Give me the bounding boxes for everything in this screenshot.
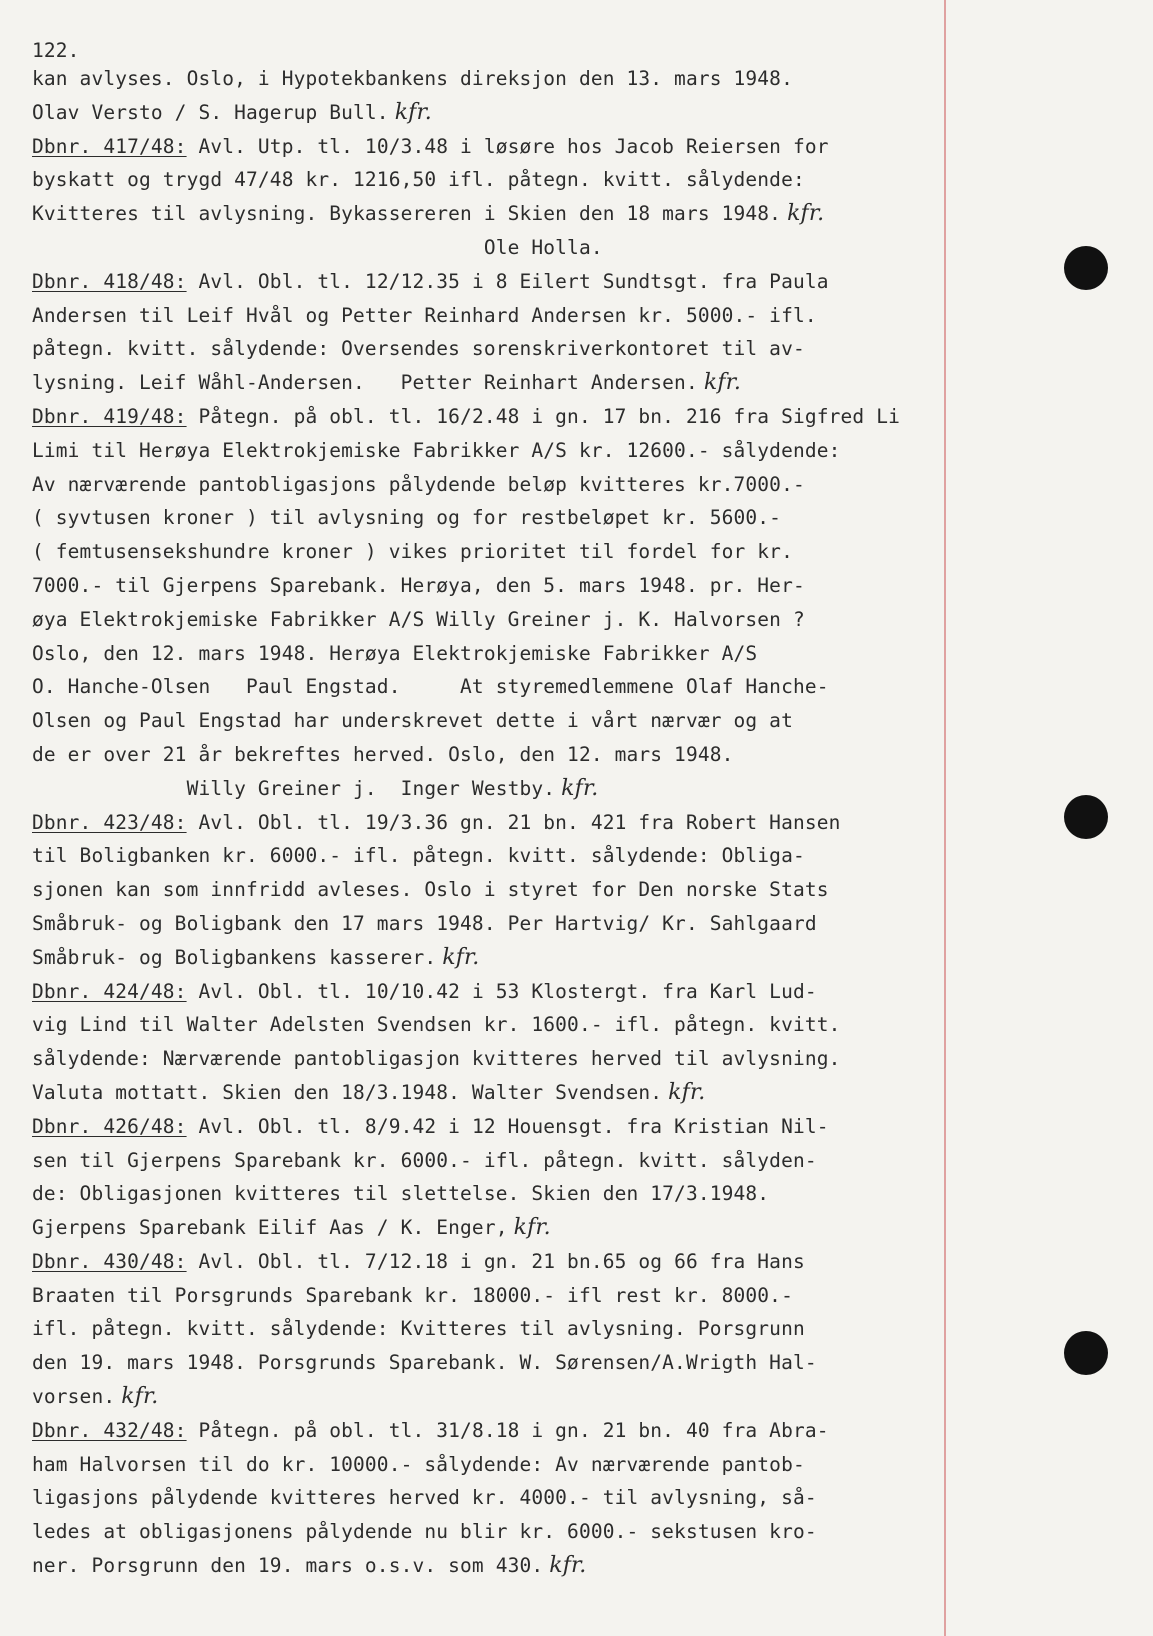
- text-line: [32, 96, 1022, 130]
- line-text: sen til Gjerpens Sparebank kr. 6000.- ifl. påtegn. kvitt. sålyden-: [32, 1148, 817, 1172]
- line-text: de: Obligasjonen kvitteres til slettelse. Skien den 17/3.1948.: [32, 1182, 770, 1206]
- text-line: [32, 1414, 1022, 1448]
- text-line: [32, 1380, 1022, 1414]
- line-text: ligasjons pålydende kvitteres herved kr. 4000.- til avlysning, så-: [32, 1486, 817, 1510]
- line-text: Av nærværende pantobligasjons pålydende beløp kvitteres kr.7000.-: [32, 472, 805, 496]
- entry-number: Dbnr. 424/48:: [32, 979, 187, 1003]
- entry-number: Dbnr. 417/48:: [32, 134, 187, 158]
- text-line: [32, 231, 1022, 265]
- line-text: Oslo, den 12. mars 1948. Herøya Elektrokjemiske Fabrikker A/S: [32, 641, 758, 665]
- text-line: [32, 434, 1022, 468]
- line-text: Avl. Obl. tl. 7/12.18 i gn. 21 bn.65 og 66 fra Hans: [186, 1249, 805, 1273]
- text-line: [32, 1042, 1022, 1076]
- punch-hole: [1064, 1331, 1108, 1375]
- line-text: byskatt og trygd 47/48 kr. 1216,50 ifl. påtegn. kvitt. sålydende:: [32, 168, 805, 192]
- line-text: ( femtusensekshundre kroner ) vikes prioritet til fordel for kr.: [32, 540, 793, 564]
- handwritten-initials: kfr.: [394, 99, 432, 125]
- text-line: [32, 265, 1022, 299]
- line-text: 7000.- til Gjerpens Sparebank. Herøya, den 5. mars 1948. pr. Her-: [32, 573, 805, 597]
- text-line: [32, 535, 1022, 569]
- text-line: [32, 1245, 1022, 1279]
- text-line: [32, 1008, 1022, 1042]
- text-line: [32, 975, 1022, 1009]
- line-text: vorsen.: [32, 1385, 116, 1409]
- line-text: Påtegn. på obl. tl. 31/8.18 i gn. 21 bn. 40 fra Abra-: [186, 1418, 829, 1442]
- line-text: Småbruk- og Boligbank den 17 mars 1948. Per Hartvig/ Kr. Sahlgaard: [32, 911, 817, 935]
- text-line: [32, 130, 1022, 164]
- text-line: [32, 1211, 1022, 1245]
- entry-lines: [32, 62, 1022, 1583]
- text-line: [32, 1312, 1022, 1346]
- text-line: [32, 1076, 1022, 1110]
- text-line: [32, 603, 1022, 637]
- text-line: [32, 907, 1022, 941]
- text-line: [32, 468, 1022, 502]
- line-text: ham Halvorsen til do kr. 10000.- sålydende: Av nærværende pantob-: [32, 1452, 805, 1476]
- line-text: Avl. Obl. tl. 12/12.35 i 8 Eilert Sundtsgt. fra Paula: [186, 269, 829, 293]
- line-text: Gjerpens Sparebank Eilif Aas / K. Enger,: [32, 1216, 508, 1240]
- text-line: [32, 197, 1022, 231]
- document-text: [32, 40, 1022, 1583]
- text-line: [32, 62, 1022, 96]
- handwritten-initials: kfr.: [442, 944, 480, 970]
- text-line: [32, 1110, 1022, 1144]
- text-line: [32, 637, 1022, 671]
- page-number: 122.: [32, 39, 80, 62]
- text-line: [32, 332, 1022, 366]
- text-line: [32, 1279, 1022, 1313]
- line-text: sålydende: Nærværende pantobligasjon kvitteres herved til avlysning.: [32, 1047, 841, 1071]
- line-text: Limi til Herøya Elektrokjemiske Fabrikker A/S kr. 12600.- sålydende:: [32, 438, 841, 462]
- entry-number: Dbnr. 426/48:: [32, 1114, 187, 1138]
- entry-number: Dbnr. 432/48:: [32, 1418, 187, 1442]
- line-text: lysning. Leif Wåhl-Andersen. Petter Reinhart Andersen.: [32, 371, 698, 395]
- handwritten-initials: kfr.: [121, 1384, 159, 1410]
- line-text: ner. Porsgrunn den 19. mars o.s.v. som 430.: [32, 1554, 544, 1578]
- entry-number: Dbnr. 418/48:: [32, 269, 187, 293]
- line-text: den 19. mars 1948. Porsgrunds Sparebank. W. Sørensen/A.Wrigth Hal-: [32, 1351, 817, 1375]
- handwritten-initials: kfr.: [549, 1553, 587, 1579]
- line-text: Braaten til Porsgrunds Sparebank kr. 18000.- ifl rest kr. 8000.-: [32, 1283, 793, 1307]
- line-text: ifl. påtegn. kvitt. sålydende: Kvitteres til avlysning. Porsgrunn: [32, 1317, 805, 1341]
- text-line: [32, 569, 1022, 603]
- line-text: sjonen kan som innfridd avleses. Oslo i styret for Den norske Stats: [32, 878, 829, 902]
- text-line: [32, 1481, 1022, 1515]
- text-line: [32, 299, 1022, 333]
- text-line: [32, 772, 1022, 806]
- line-text: til Boligbanken kr. 6000.- ifl. påtegn. kvitt. sålydende: Obliga-: [32, 844, 805, 868]
- text-line: [32, 1448, 1022, 1482]
- handwritten-initials: kfr.: [561, 775, 599, 801]
- line-text: kan avlyses. Oslo, i Hypotekbankens direksjon den 13. mars 1948.: [32, 67, 793, 90]
- handwritten-initials: kfr.: [787, 201, 825, 227]
- entry-number: Dbnr. 423/48:: [32, 810, 187, 834]
- line-text: ( syvtusen kroner ) til avlysning og for restbeløpet kr. 5600.-: [32, 506, 782, 530]
- line-text: Willy Greiner j. Inger Westby.: [32, 776, 556, 800]
- punch-hole: [1064, 246, 1108, 290]
- text-line: [32, 1549, 1022, 1583]
- text-line: [32, 670, 1022, 704]
- handwritten-initials: kfr.: [703, 370, 742, 396]
- text-line: [32, 873, 1022, 907]
- line-text: Olav Versto / S. Hagerup Bull.: [32, 100, 389, 124]
- line-text: Småbruk- og Boligbankens kasserer.: [32, 945, 437, 969]
- line-text: Avl. Obl. tl. 8/9.42 i 12 Houensgt. fra Kristian Nil-: [186, 1114, 829, 1138]
- line-text: påtegn. kvitt. sålydende: Oversendes sorenskriverkontoret til av-: [32, 337, 805, 361]
- line-text: Ole Holla.: [32, 235, 603, 259]
- text-line: [32, 1144, 1022, 1178]
- line-text: Valuta mottatt. Skien den 18/3.1948. Walter Svendsen.: [32, 1080, 663, 1104]
- punch-hole: [1064, 795, 1108, 839]
- text-line: [32, 400, 1022, 434]
- line-text: Avl. Utp. tl. 10/3.48 i løsøre hos Jacob Reiersen for: [186, 134, 829, 158]
- text-line: [32, 501, 1022, 535]
- line-text: Andersen til Leif Hvål og Petter Reinhard Andersen kr. 5000.- ifl.: [32, 303, 817, 327]
- text-line: [32, 1515, 1022, 1549]
- handwritten-initials: kfr.: [668, 1079, 706, 1105]
- line-text: O. Hanche-Olsen Paul Engstad. At styremedlemmene Olaf Hanche-: [32, 675, 829, 699]
- entry-number: Dbnr. 430/48:: [32, 1249, 187, 1273]
- entry-number: Dbnr. 419/48:: [32, 404, 187, 428]
- text-line: [32, 806, 1022, 840]
- text-line: [32, 1346, 1022, 1380]
- text-line: [32, 1177, 1022, 1211]
- line-text: Påtegn. på obl. tl. 16/2.48 i gn. 17 bn. 216 fra Sigfred Li: [186, 404, 900, 428]
- text-line: [32, 163, 1022, 197]
- line-text: Avl. Obl. tl. 10/10.42 i 53 Klostergt. fra Karl Lud-: [186, 979, 817, 1003]
- text-line: [32, 366, 1022, 400]
- line-text: øya Elektrokjemiske Fabrikker A/S Willy Greiner j. K. Halvorsen ?: [32, 607, 805, 631]
- text-line: [32, 738, 1022, 772]
- line-text: de er over 21 år bekreftes herved. Oslo, den 12. mars 1948.: [32, 742, 734, 766]
- line-text: Avl. Obl. tl. 19/3.36 gn. 21 bn. 421 fra Robert Hansen: [186, 810, 841, 834]
- text-line: [32, 839, 1022, 873]
- handwritten-initials: kfr.: [513, 1215, 551, 1241]
- line-text: ledes at obligasjonens pålydende nu blir kr. 6000.- sekstusen kro-: [32, 1520, 817, 1544]
- text-line: [32, 941, 1022, 975]
- line-text: vig Lind til Walter Adelsten Svendsen kr. 1600.- ifl. påtegn. kvitt.: [32, 1013, 841, 1037]
- line-text: Olsen og Paul Engstad har underskrevet dette i vårt nærvær og at: [32, 709, 793, 733]
- line-text: Kvitteres til avlysning. Bykassereren i Skien den 18 mars 1948.: [32, 202, 782, 226]
- text-line: [32, 704, 1022, 738]
